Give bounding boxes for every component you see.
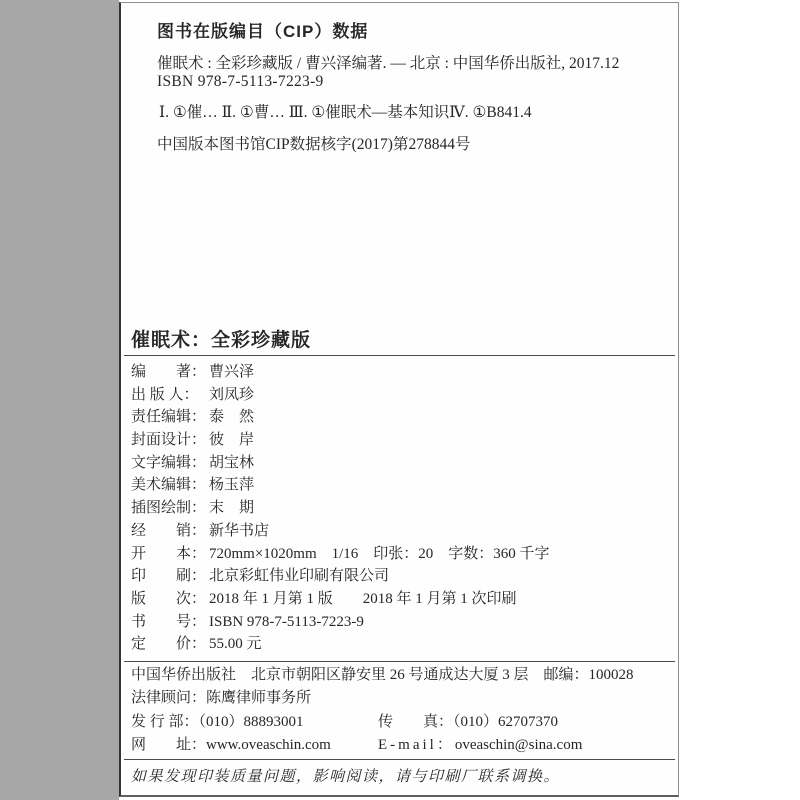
row-label: 编 著： <box>131 364 207 380</box>
row-art-editor <box>131 474 550 497</box>
row-value: 新华书店 <box>209 522 270 539</box>
row-label: 印 刷： <box>131 568 207 585</box>
cip-record-line: 中国版本图书馆CIP数据核字(2017)第278844号 <box>157 136 471 153</box>
row-value: ISBN 978-7-5113-7223-9 <box>209 613 364 630</box>
row-price <box>131 633 550 656</box>
email-label: E-mail： <box>378 737 455 754</box>
publisher-divider <box>124 661 675 662</box>
row-cover-design <box>131 429 550 452</box>
row-value: 刘凤珍 <box>209 386 255 403</box>
row-label: 书 号： <box>131 613 207 630</box>
distribution-dept-label: 发 行 部： <box>131 713 199 730</box>
row-format <box>131 543 550 566</box>
row-value: 2018 年 1 月第 1 版 2018 年 1 月第 1 次印刷 <box>209 590 517 607</box>
book-title: 催眠术：全彩珍藏版 <box>131 330 312 351</box>
contact-web-email <box>131 734 634 757</box>
row-label: 插图绘制： <box>131 500 207 517</box>
website-label: 网 址： <box>131 737 207 754</box>
colophon-rows <box>131 361 550 656</box>
title-divider <box>124 355 675 356</box>
row-edition <box>131 588 550 611</box>
row-illustration <box>131 497 550 520</box>
cip-isbn-line: ISBN 978-7-5113-7223-9 <box>157 73 324 90</box>
copyright-page <box>119 2 679 797</box>
row-value: 胡宝林 <box>209 454 255 471</box>
row-book-number <box>131 611 550 634</box>
row-label: 文字编辑： <box>131 454 207 471</box>
publisher-address: 中国华侨出版社 北京市朝阳区静安里 26 号通成达大厦 3 层 邮编：100028 <box>131 667 634 683</box>
row-author <box>131 361 550 384</box>
legal-counsel <box>131 687 634 710</box>
row-value: 720mm×1020mm 1/16 印张：20 字数：360 千字 <box>209 545 550 562</box>
fax-label: 传 真： <box>378 713 454 730</box>
note-divider <box>124 759 675 760</box>
row-label: 封面设计： <box>131 432 207 449</box>
row-value: 泰 然 <box>209 409 255 426</box>
row-label: 美术编辑： <box>131 477 207 494</box>
contact-phone-fax <box>131 711 634 734</box>
row-label: 版 次： <box>131 590 207 607</box>
distribution-dept-phone: （010）88893001 <box>198 713 304 730</box>
publisher-block <box>131 664 634 758</box>
fax-number: （010）62707370 <box>453 713 559 730</box>
website-url: www.oveaschin.com <box>206 737 331 754</box>
row-text-editor <box>131 452 550 475</box>
row-value: 55.00 元 <box>209 636 262 653</box>
row-label: 责任编辑： <box>131 409 207 426</box>
row-value: 末 期 <box>209 500 255 517</box>
row-distribution <box>131 520 550 543</box>
row-value: 彼 岸 <box>209 432 255 449</box>
cip-header: 图书在版编目（CIP）数据 <box>157 22 369 41</box>
email-address: oveaschin@sina.com <box>454 737 583 754</box>
row-value: 杨玉萍 <box>209 477 255 494</box>
row-publisher-person <box>131 384 550 407</box>
row-printing <box>131 565 550 588</box>
cip-title-line: 催眠术 : 全彩珍藏版 / 曹兴泽编著. — 北京 : 中国华侨出版社, 2017.12 <box>157 55 620 72</box>
row-value: 曹兴泽 <box>209 364 255 380</box>
photo-backdrop <box>0 0 119 800</box>
row-label: 开 本： <box>131 545 207 562</box>
row-value: 北京彩虹伟业印刷有限公司 <box>209 568 390 585</box>
row-label: 出 版 人： <box>131 386 199 403</box>
legal-value: 陈鹰律师事务所 <box>206 690 312 707</box>
print-quality-note: 如果发现印装质量问题，影响阅读，请与印刷厂联系调换。 <box>131 769 561 785</box>
row-responsible-editor <box>131 406 550 429</box>
row-label: 定 价： <box>131 636 207 653</box>
cip-classification-line: Ⅰ. ①催… Ⅱ. ①曹… Ⅲ. ①催眠术—基本知识Ⅳ. ①B841.4 <box>159 104 532 121</box>
legal-label: 法律顾问： <box>131 690 207 707</box>
row-label: 经 销： <box>131 522 207 539</box>
